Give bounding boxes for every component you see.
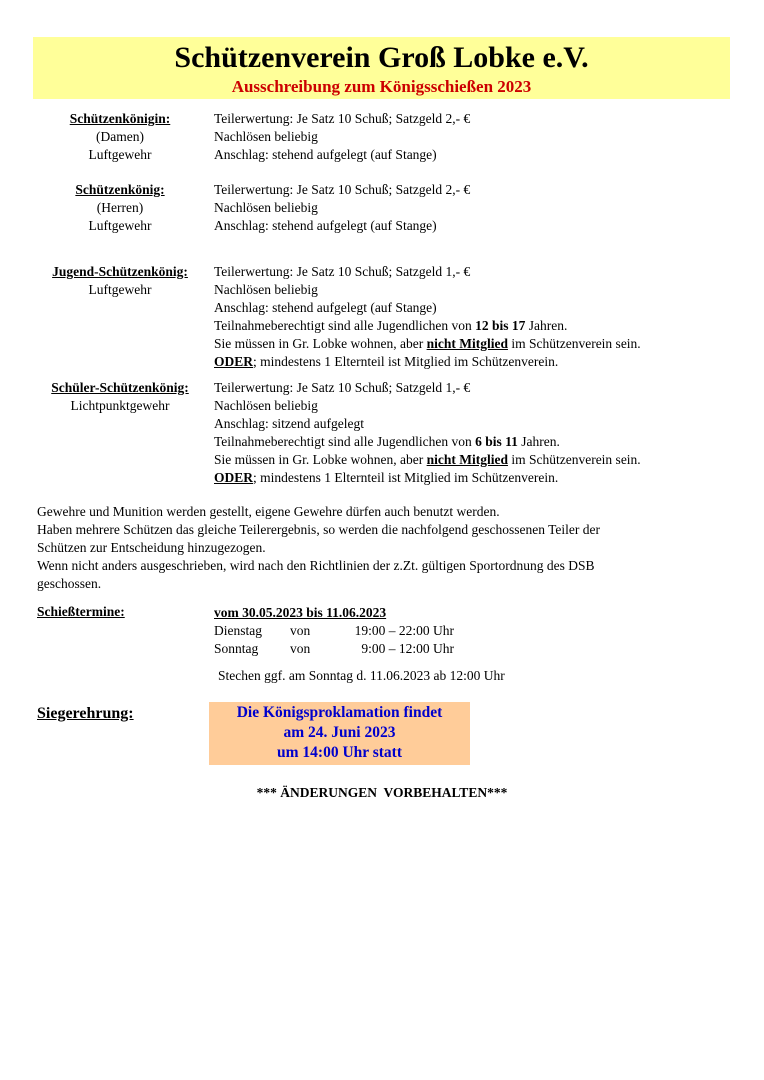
termine-row: Sonntag von 9:00 – 12:00 Uhr [214,641,454,656]
category-name: Schützenkönig: [75,182,165,197]
note-line: Schützen zur Entscheidung hinzugezogen. [37,540,266,555]
category-name: Schüler-Schützenkönig: [51,380,189,395]
category-weapon: Luftgewehr [88,282,152,297]
rule-line: Anschlag: stehend aufgelegt (auf Stange) [214,218,437,233]
eligibility-line: Teilnahmeberechtigt sind alle Jugendlichen von 12 bis 17 Jahren. [214,318,568,333]
termine-row: Dienstag von 19:00 – 22:00 Uhr [214,623,454,638]
rule-line: Teilerwertung: Je Satz 10 Schuß; Satzgeld 1,- € [214,264,471,279]
rule-line: Teilerwertung: Je Satz 10 Schuß; Satzgeld 2,- € [214,111,471,126]
rule-line: Teilerwertung: Je Satz 10 Schuß; Satzgeld 2,- € [214,182,471,197]
siegerehrung-box: Die Königsproklamation findet am 24. Juni 2023 um 14:00 Uhr statt [209,702,470,765]
termine-block [214,604,462,658]
rule-line: Nachlösen beliebig [214,129,318,144]
category-group: (Damen) [96,129,144,144]
termine-range: vom 30.05.2023 bis 11.06.2023 [214,605,387,620]
note-line: Gewehre und Munition werden gestellt, eigene Gewehre dürfen auch benutzt werden. [37,504,500,519]
category-weapon: Lichtpunktgewehr [70,398,170,413]
termine-label: Schießtermine: [37,604,125,619]
note-line: Wenn nicht anders ausgeschrieben, wird nach den Richtlinien der z.Zt. gültigen Sportordnung des DSB [37,558,595,573]
siegerehrung-label: Siegerehrung: [37,705,134,722]
rule-line: Anschlag: stehend aufgelegt (auf Stange) [214,147,437,162]
category-name: Schützenkönigin: [69,111,171,126]
page-subtitle: Ausschreibung zum Königsschießen 2023 [231,77,532,96]
rule-line: Anschlag: stehend aufgelegt (auf Stange) [214,300,437,315]
category-group: (Herren) [96,200,144,215]
page-title: Schützenverein Groß Lobke e.V. [174,41,589,74]
footer-disclaimer: *** ÄNDERUNGEN VORBEHALTEN*** [256,785,508,800]
alternative-line: ODER; mindestens 1 Elternteil ist Mitglied im Schützenverein. [214,354,559,369]
category-name: Jugend-Schützenkönig: [52,264,188,279]
rule-line: Nachlösen beliebig [214,282,318,297]
rule-line: Anschlag: sitzend aufgelegt [214,416,364,431]
eligibility-line: Teilnahmeberechtigt sind alle Jugendlichen von 6 bis 11 Jahren. [214,434,560,449]
general-notes [37,503,737,593]
rule-line: Nachlösen beliebig [214,200,318,215]
note-line: Haben mehrere Schützen das gleiche Teilerergebnis, so werden die nachfolgend geschossenen Teiler der [37,522,601,537]
alternative-line: ODER; mindestens 1 Elternteil ist Mitglied im Schützenverein. [214,470,559,485]
note-line: geschossen. [37,576,102,591]
rule-line: Nachlösen beliebig [214,398,318,413]
membership-line: Sie müssen in Gr. Lobke wohnen, aber nicht Mitglied im Schützenverein sein. [214,336,641,351]
stechen-note: Stechen ggf. am Sonntag d. 11.06.2023 ab 12:00 Uhr [218,668,505,683]
category-weapon: Luftgewehr [88,218,152,233]
rule-line: Teilerwertung: Je Satz 10 Schuß; Satzgeld 1,- € [214,380,471,395]
membership-line: Sie müssen in Gr. Lobke wohnen, aber nicht Mitglied im Schützenverein sein. [214,452,641,467]
category-weapon: Luftgewehr [88,147,152,162]
header-banner [33,37,730,99]
